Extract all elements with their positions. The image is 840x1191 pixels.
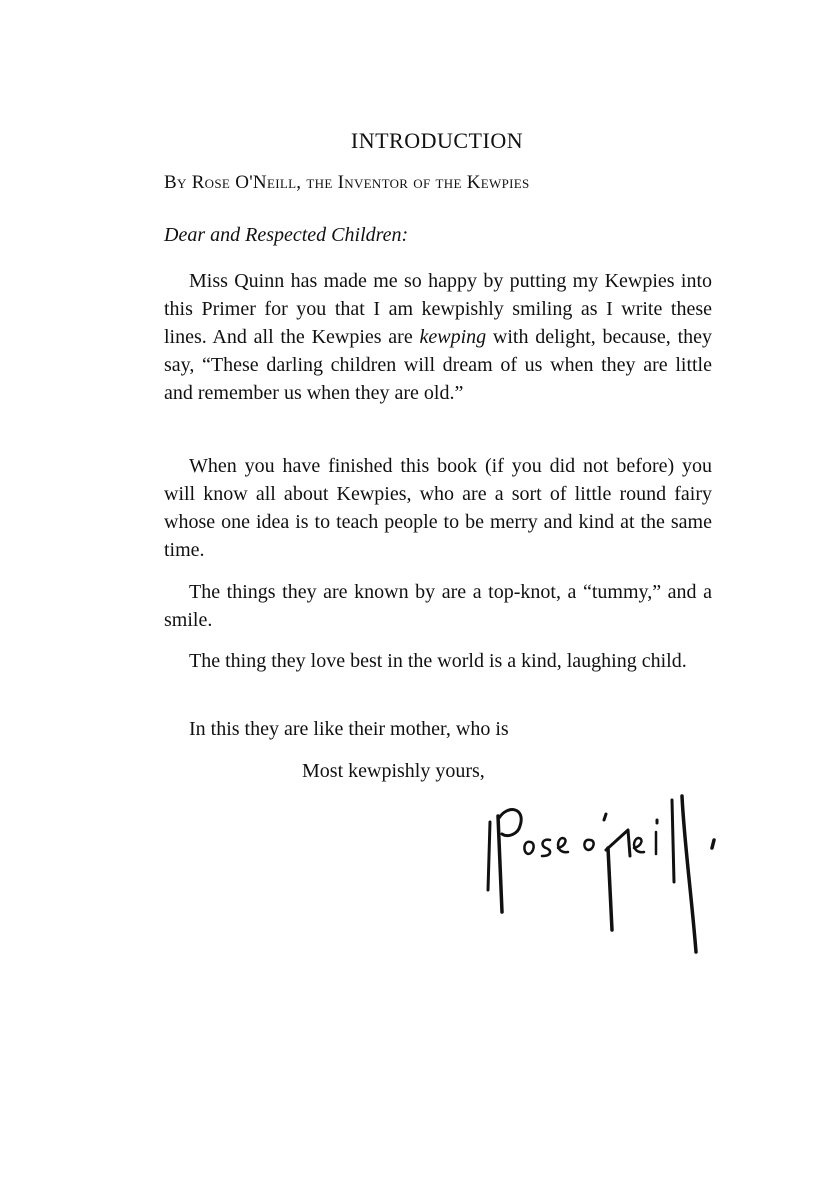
emphasis-kewping: kewping [419, 326, 487, 348]
paragraph-1 [164, 267, 712, 407]
paragraph-1-text-end: with delight, because, they say, “These darling children will dream of us when they are little and remember us when they are old.” [164, 326, 712, 404]
closing-line: Most kewpishly yours, [302, 760, 485, 782]
salutation: Dear and Respected Children: [164, 224, 409, 246]
paragraph-1-text-start: Miss Quinn has made me so happy by putting my Kewpies into this Primer for you that I am kewpishly smiling as I write these lines. And all the Kewpies are [164, 270, 712, 348]
byline: By Rose O'Neill, the Inventor of the Kewpies [164, 172, 530, 193]
paragraph-3: The things they are known by are a top-knot, a “tummy,” and a smile. [164, 581, 712, 631]
paragraph-5: In this they are like their mother, who is [189, 718, 509, 740]
paragraph-4: The thing they love best in the world is a kind, laughing child. [189, 650, 687, 672]
paragraph-2: When you have finished this book (if you did not before) you will know all about Kewpies, who are a sort of little round fairy whose one idea is to teach people to be merry and kind at the same time. [164, 455, 712, 561]
page-title: INTRODUCTION [350, 128, 524, 153]
handwritten-signature [478, 790, 728, 960]
